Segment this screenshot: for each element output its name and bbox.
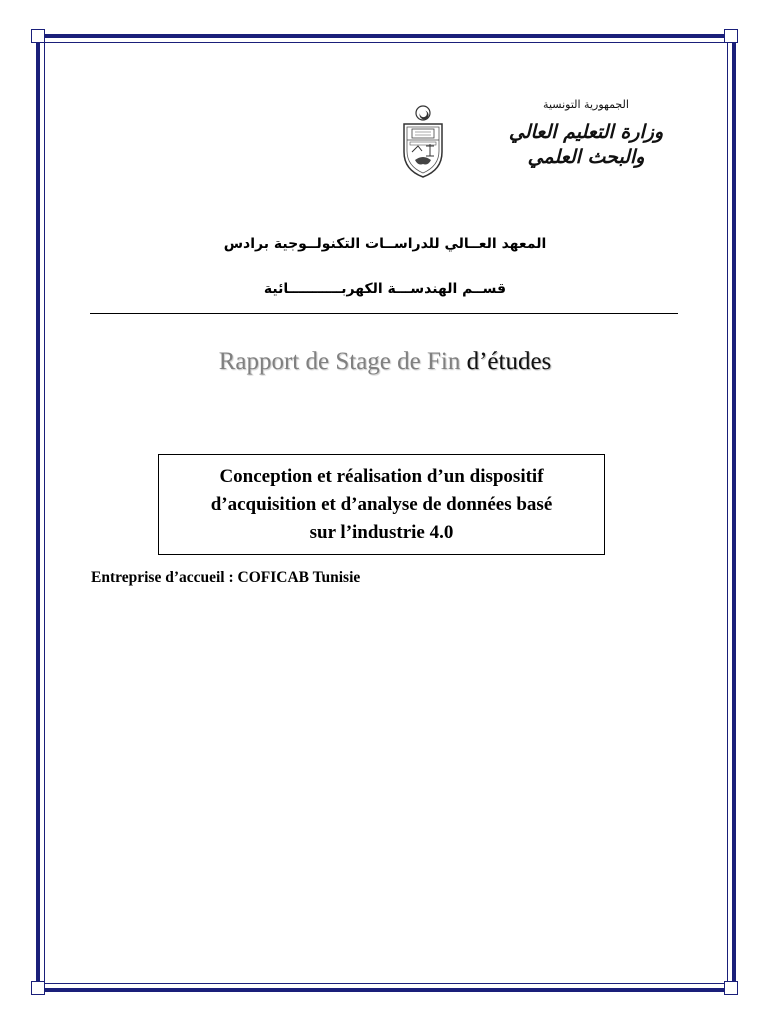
subject-line-3: sur l’industrie 4.0 — [309, 522, 454, 543]
header-divider — [90, 313, 678, 314]
host-company: Entreprise d’accueil : COFICAB Tunisie — [91, 569, 361, 586]
institute-name: المعهد العــالي للدراســات التكنولــوجية برادس — [223, 236, 547, 252]
republic-label: الجمهورية التونسية — [543, 98, 629, 111]
subject-box — [158, 454, 605, 555]
department-name: قســم الهندســـة الكهربـــــــــــائية — [263, 281, 507, 297]
border-corner-bottom-left — [31, 981, 45, 995]
ministry-line-1: وزارة التعليم العالي — [508, 121, 664, 143]
tunisia-coat-of-arms-icon — [398, 104, 448, 180]
report-title-part-1: Rapport de Stage de Fin — [218, 348, 467, 375]
report-title — [90, 348, 680, 376]
ministry-line-2: والبحث العلمي — [527, 146, 645, 168]
report-title-part-2: d’études — [466, 348, 552, 375]
border-corner-top-right — [724, 29, 738, 43]
subject-line-1: Conception et réalisation d’un dispositif — [219, 466, 544, 487]
border-corner-top-left — [31, 29, 45, 43]
subject-line-2: d’acquisition et d’analyse de données basé — [210, 494, 553, 515]
border-corner-bottom-right — [724, 981, 738, 995]
ministry-header — [496, 94, 676, 194]
